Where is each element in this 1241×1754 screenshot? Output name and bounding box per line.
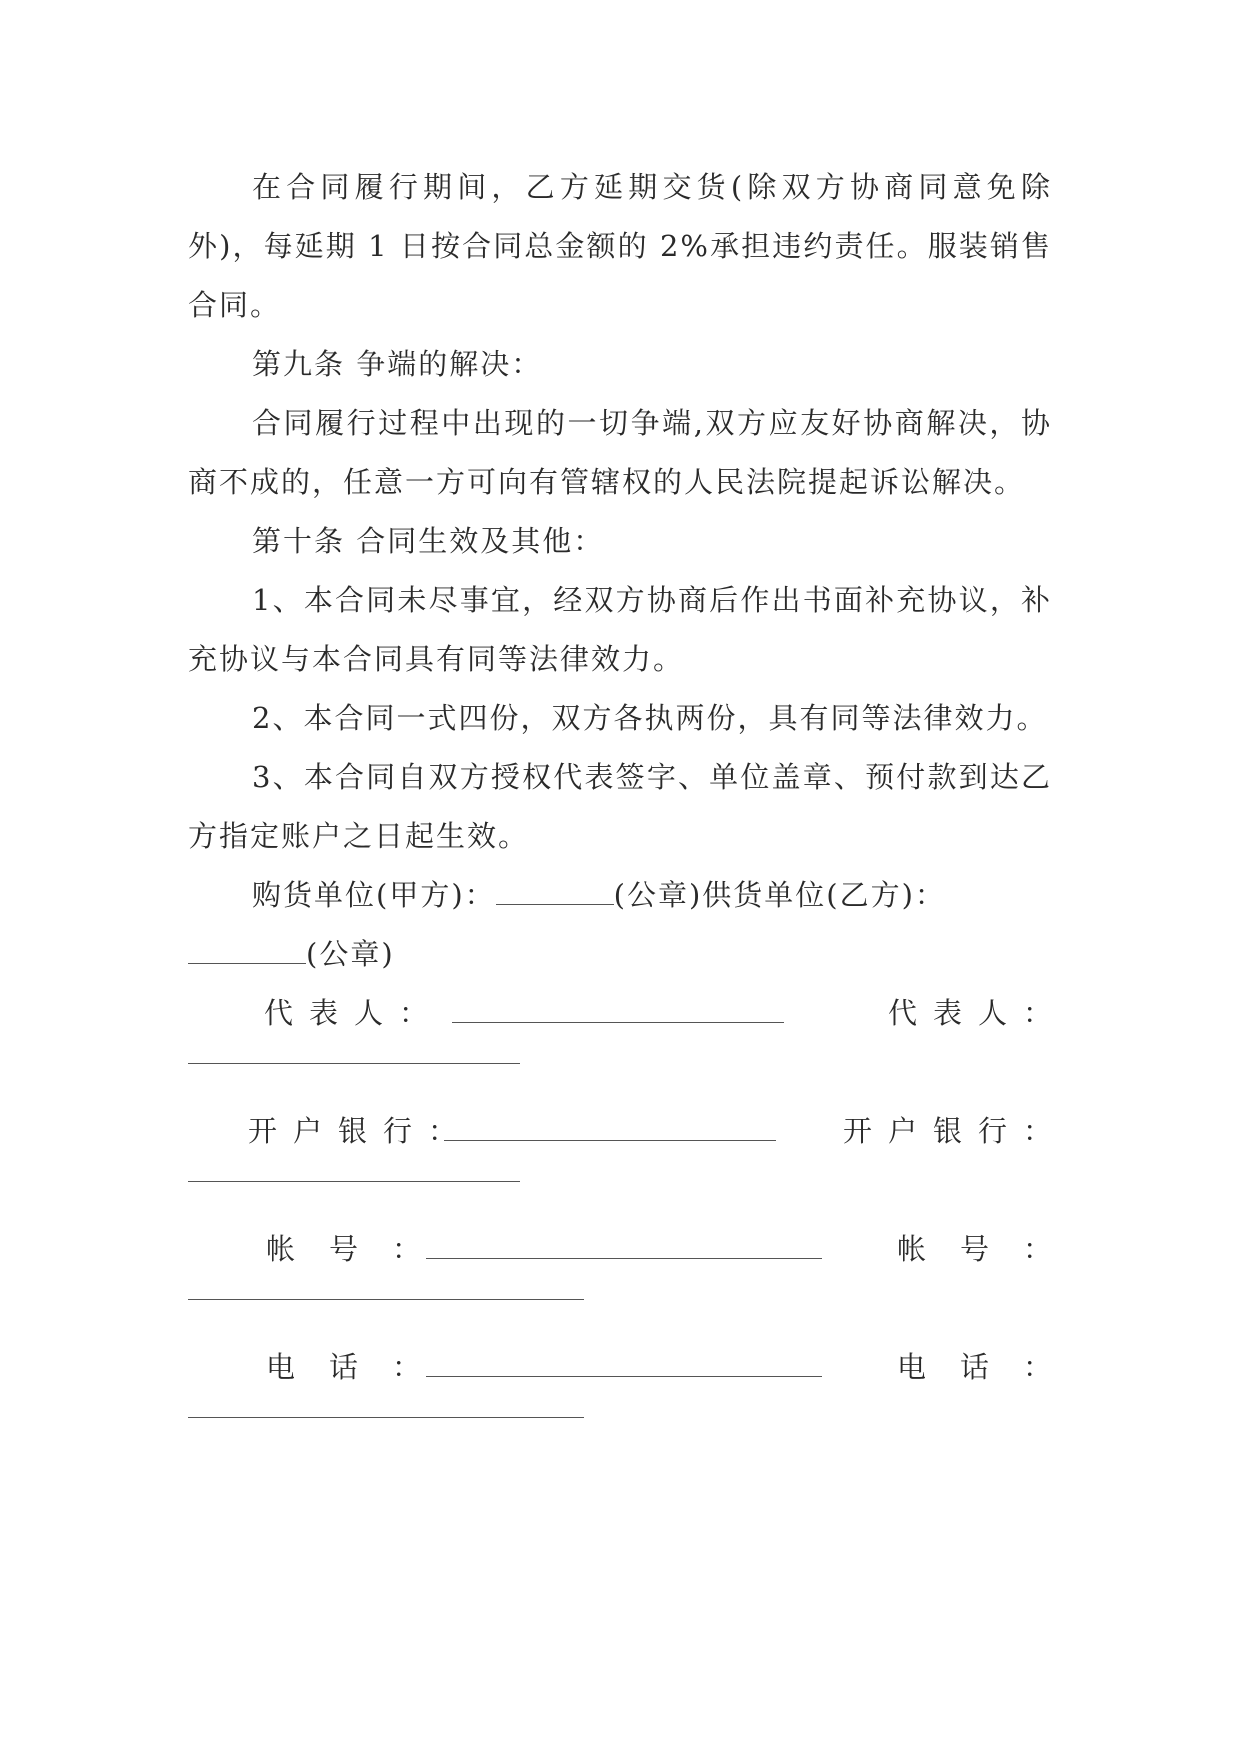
representative-line-a[interactable] <box>452 1022 784 1023</box>
phone-row <box>188 1338 1086 1456</box>
clause-10-item-1: 1、本合同未尽事宜，经双方协商后作出书面补充协议，补充协议与本合同具有同等法律效力。 <box>188 583 1052 676</box>
buyer-label: 购货单位(甲方)： <box>252 878 496 912</box>
clause-9-body: 合同履行过程中出现的一切争端,双方应友好协商解决，协商不成的，任意一方可向有管辖权的人民法院提起诉讼解决。 <box>188 406 1052 499</box>
bank-line-b[interactable] <box>188 1181 520 1182</box>
seller-seal: (公章) <box>306 937 395 971</box>
phone-line-b[interactable] <box>188 1417 584 1418</box>
representative-line-b[interactable] <box>188 1063 520 1064</box>
representative-row <box>188 984 1068 1102</box>
account-row <box>188 1220 1086 1338</box>
bank-line-a[interactable] <box>444 1140 776 1141</box>
buyer-blank[interactable] <box>496 876 614 905</box>
phone-label-b: 电话： <box>896 1350 1086 1384</box>
parties-line <box>188 866 1052 984</box>
contract-content <box>188 158 1086 1456</box>
phone-label-a: 电话： <box>266 1350 456 1384</box>
buyer-seal: (公章) <box>613 878 703 912</box>
representative-label-a: 代表人： <box>264 996 445 1030</box>
account-label-b: 帐号： <box>896 1232 1086 1266</box>
account-label-a: 帐号： <box>266 1232 456 1266</box>
account-line-b[interactable] <box>188 1299 584 1300</box>
clause-10-item-2: 2、本合同一式四份，双方各执两份，具有同等法律效力。 <box>252 701 1048 735</box>
bank-row <box>188 1102 1068 1220</box>
account-line-a[interactable] <box>426 1258 822 1259</box>
clause-10-item-3: 3、本合同自双方授权代表签字、单位盖章、预付款到达乙方指定账户之日起生效。 <box>188 760 1052 853</box>
phone-line-a[interactable] <box>426 1376 822 1377</box>
clause-10-title: 第十条 合同生效及其他： <box>252 524 605 558</box>
bank-label-b: 开户银行： <box>842 1114 1068 1148</box>
seller-blank[interactable] <box>188 935 306 964</box>
bank-label-a: 开户银行： <box>248 1114 474 1148</box>
clause-8-paragraph: 在合同履行期间，乙方延期交货(除双方协商同意免除外)，每延期 1 日按合同总金额的 2%承担违约责任。服装销售合同。 <box>188 170 1052 322</box>
clause-9-title: 第九条 争端的解决： <box>252 347 543 381</box>
representative-label-b: 代表人： <box>887 996 1068 1030</box>
seller-label: 供货单位(乙方)： <box>702 878 946 912</box>
